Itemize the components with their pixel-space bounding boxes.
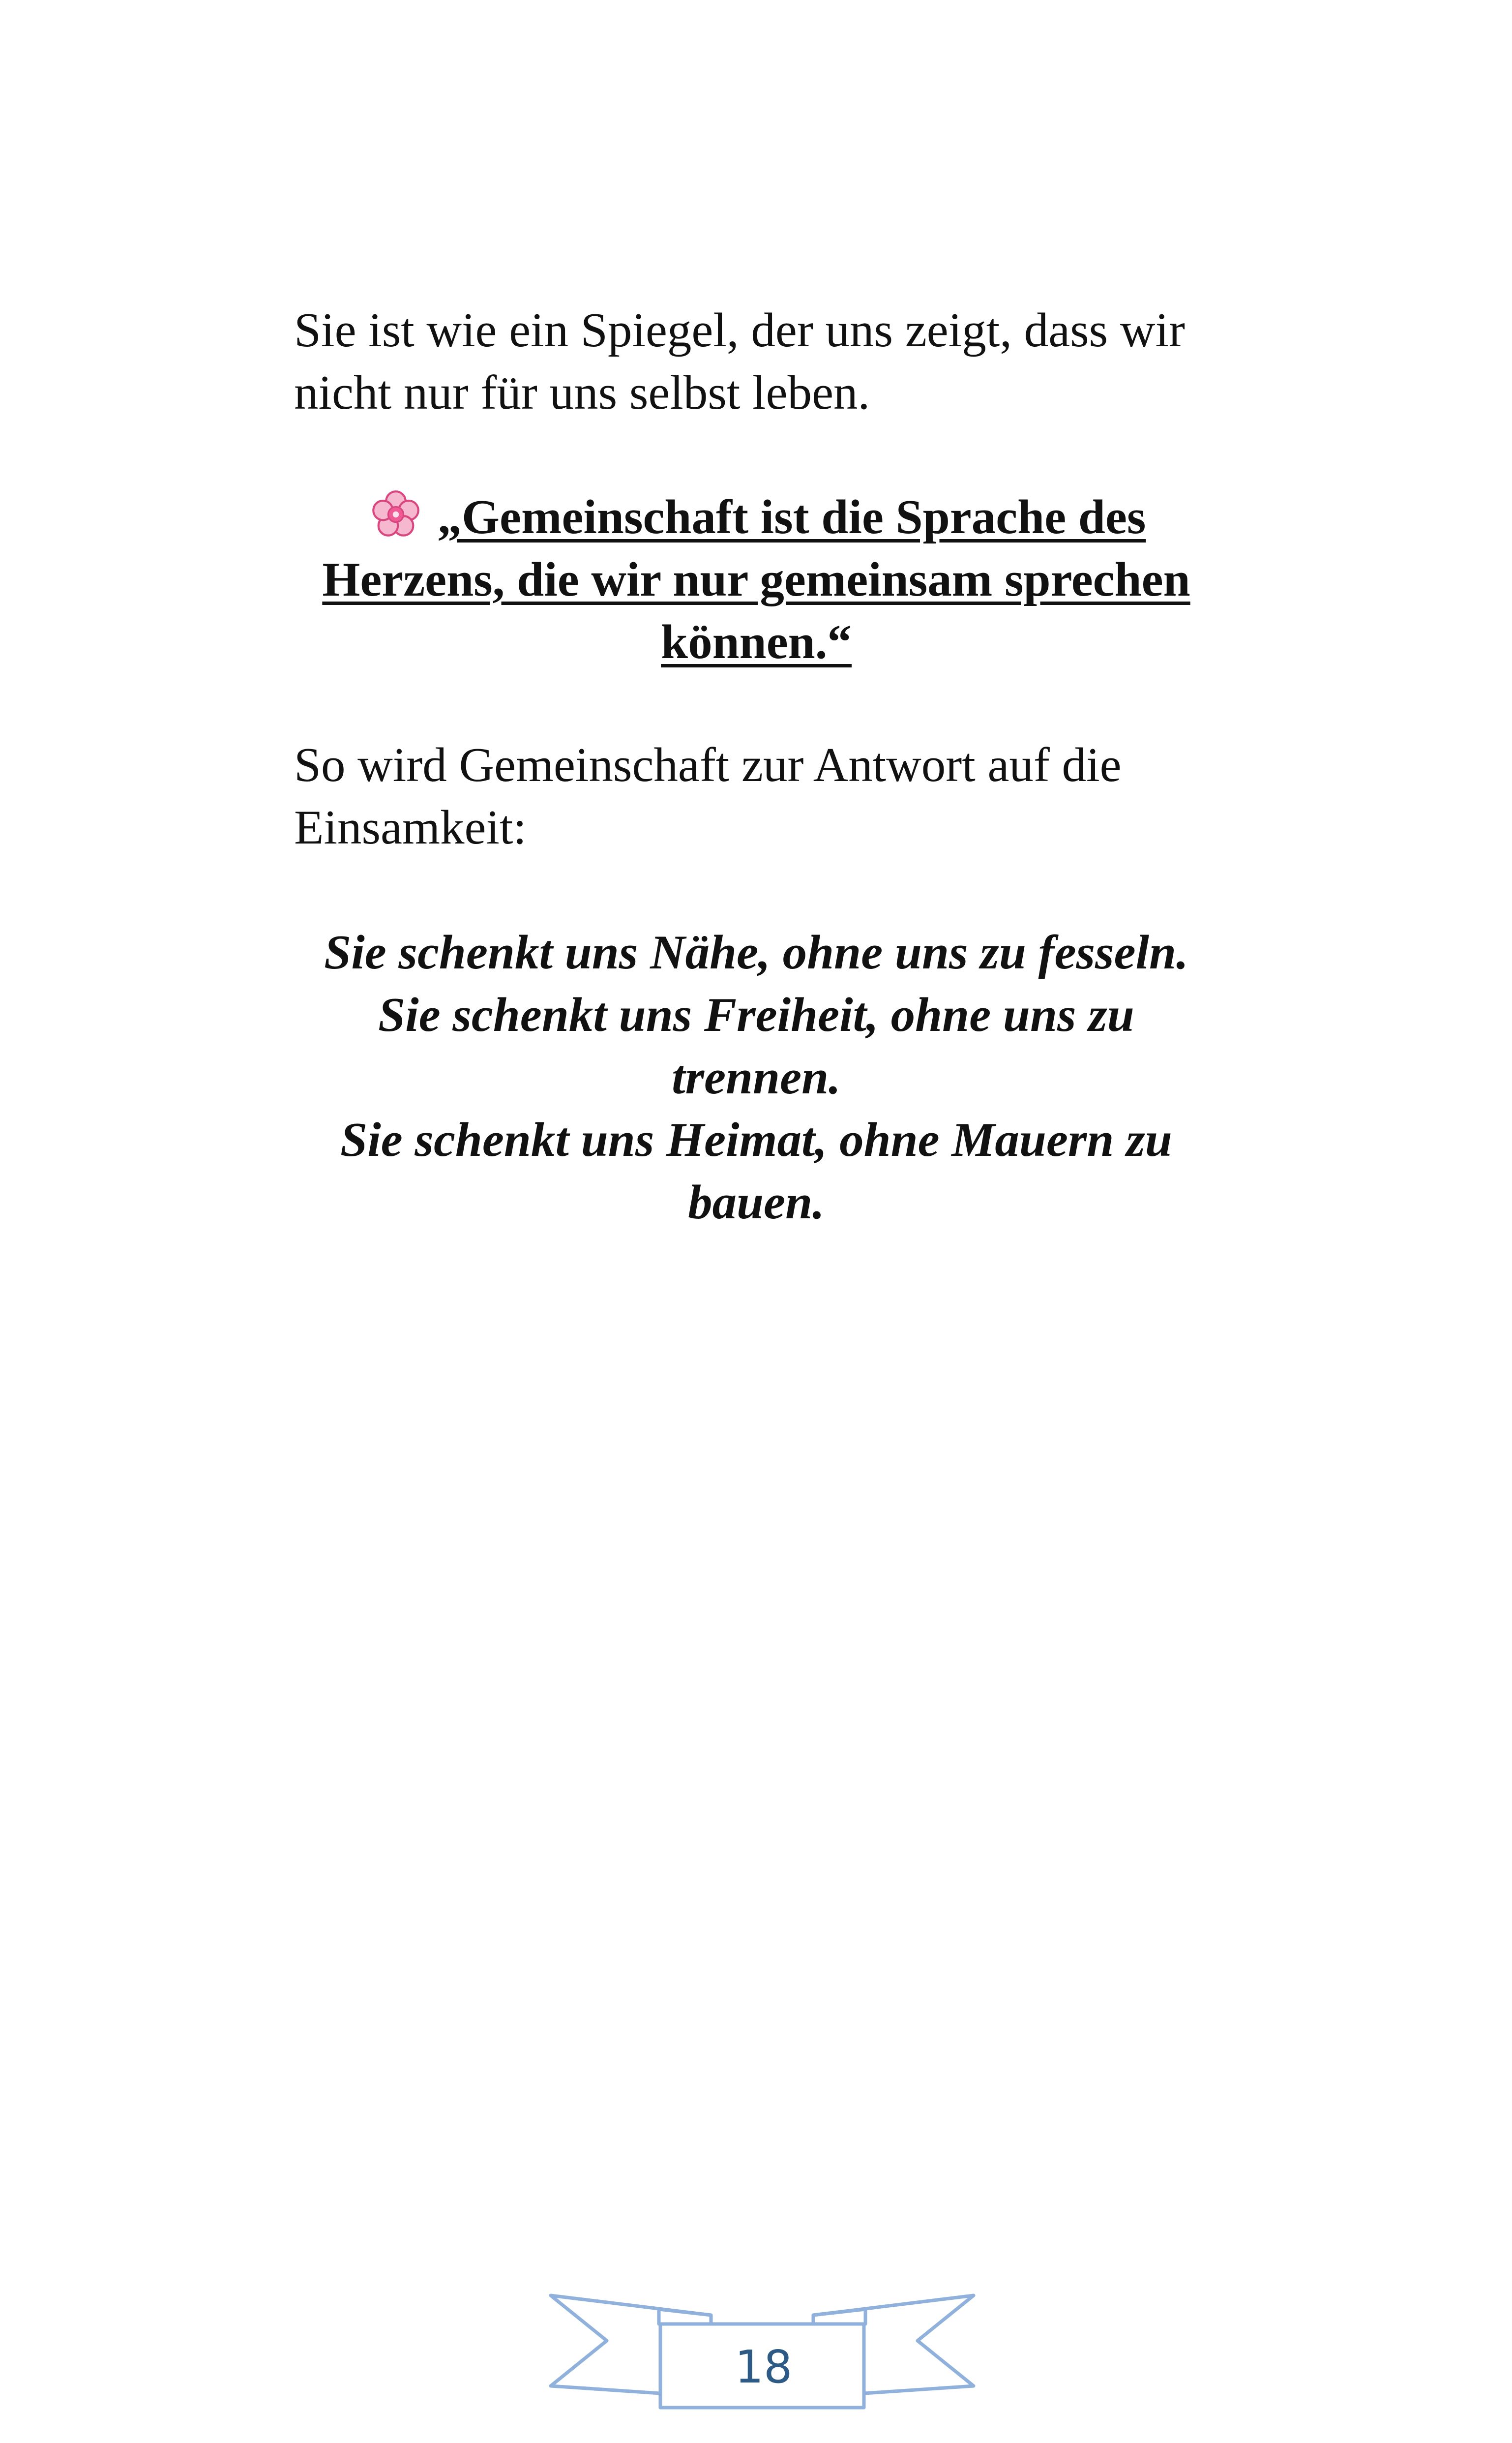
paragraph-mirror: Sie ist wie ein Spiegel, der uns zeigt, dass wir nicht nur für uns selbst leben. (294, 303, 1185, 420)
poem-line: Sie schenkt uns Freiheit, ohne uns zu trennen. (378, 988, 1134, 1104)
paragraph-answer: So wird Gemeinschaft zur Antwort auf die Einsamkeit: (294, 738, 1122, 854)
cherry-blossom-icon (367, 489, 425, 540)
poem-line: Sie schenkt uns Nähe, ohne uns zu fesseln. (324, 926, 1188, 979)
page-number: 18 (735, 2341, 793, 2393)
quote-text: „Gemeinschaft ist die Sprache des Herzens, die wir nur gemeinsam sprechen können.“ (322, 490, 1190, 669)
poem-block (294, 921, 1218, 1234)
highlight-quote (294, 486, 1218, 673)
poem-line: Sie schenkt uns Heimat, ohne Mauern zu bauen. (340, 1113, 1172, 1229)
